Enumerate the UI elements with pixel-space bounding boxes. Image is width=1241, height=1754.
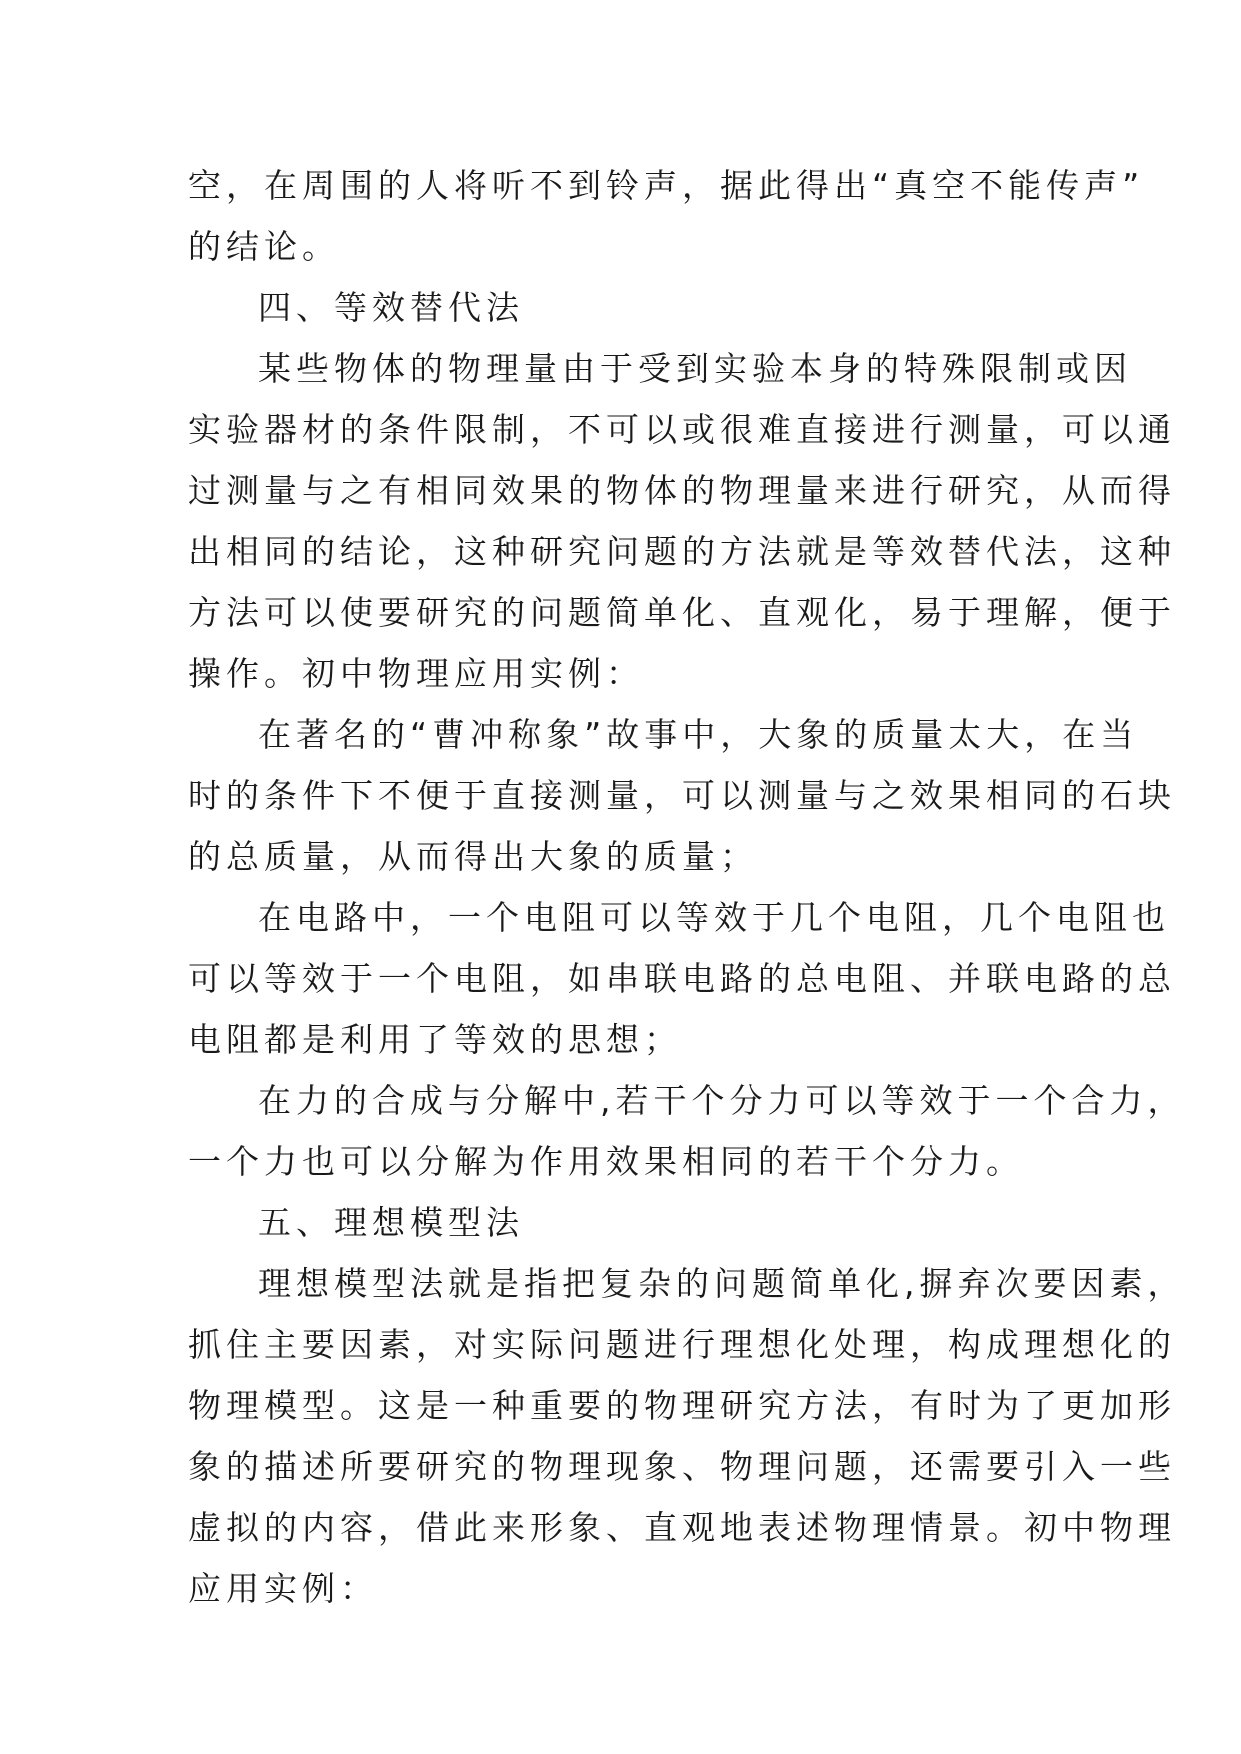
paragraph-first-line: 四、等效替代法 bbox=[258, 288, 524, 327]
paragraph-first-line: 在电路中，一个电阻可以等效于几个电阻，几个电阻也 bbox=[258, 898, 1170, 937]
paragraph-first-line: 某些物体的物理量由于受到实验本身的特殊限制或因 bbox=[258, 349, 1132, 388]
text-line: 物理模型。这是一种重要的物理研究方法，有时为了更加形 bbox=[188, 1386, 1176, 1425]
text-line: 的总质量，从而得出大象的质量； bbox=[188, 837, 758, 876]
document-body bbox=[188, 155, 1186, 1619]
paragraph-first-line: 在著名的“曹冲称象”故事中，大象的质量太大，在当 bbox=[258, 715, 1139, 754]
text-line: 象的描述所要研究的物理现象、物理问题，还需要引入一些 bbox=[188, 1447, 1176, 1486]
text-line: 方法可以使要研究的问题简单化、直观化，易于理解，便于 bbox=[188, 593, 1176, 632]
text-line: 时的条件下不便于直接测量，可以测量与之效果相同的石块 bbox=[188, 776, 1176, 815]
text-line: 操作。初中物理应用实例： bbox=[188, 654, 644, 693]
paragraph-first-line: 在力的合成与分解中,若干个分力可以等效于一个合力， bbox=[258, 1081, 1186, 1120]
text-line: 一个力也可以分解为作用效果相同的若干个分力。 bbox=[188, 1142, 1024, 1181]
text-line: 应用实例： bbox=[188, 1569, 378, 1608]
paragraph-first-line: 理想模型法就是指把复杂的问题简单化,摒弃次要因素， bbox=[258, 1264, 1186, 1303]
text-line: 可以等效于一个电阻，如串联电路的总电阻、并联电路的总 bbox=[188, 959, 1176, 998]
text-line: 过测量与之有相同效果的物体的物理量来进行研究，从而得 bbox=[188, 471, 1176, 510]
text-line: 电阻都是利用了等效的思想； bbox=[188, 1020, 682, 1059]
text-line: 的结论。 bbox=[188, 227, 340, 266]
text-line: 出相同的结论，这种研究问题的方法就是等效替代法，这种 bbox=[188, 532, 1176, 571]
paragraph-first-line: 五、理想模型法 bbox=[258, 1203, 524, 1242]
text-line: 空，在周围的人将听不到铃声，据此得出“真空不能传声” bbox=[188, 166, 1145, 205]
text-line: 虚拟的内容，借此来形象、直观地表述物理情景。初中物理 bbox=[188, 1508, 1176, 1547]
text-line: 实验器材的条件限制，不可以或很难直接进行测量，可以通 bbox=[188, 410, 1176, 449]
text-line: 抓住主要因素，对实际问题进行理想化处理，构成理想化的 bbox=[188, 1325, 1176, 1364]
